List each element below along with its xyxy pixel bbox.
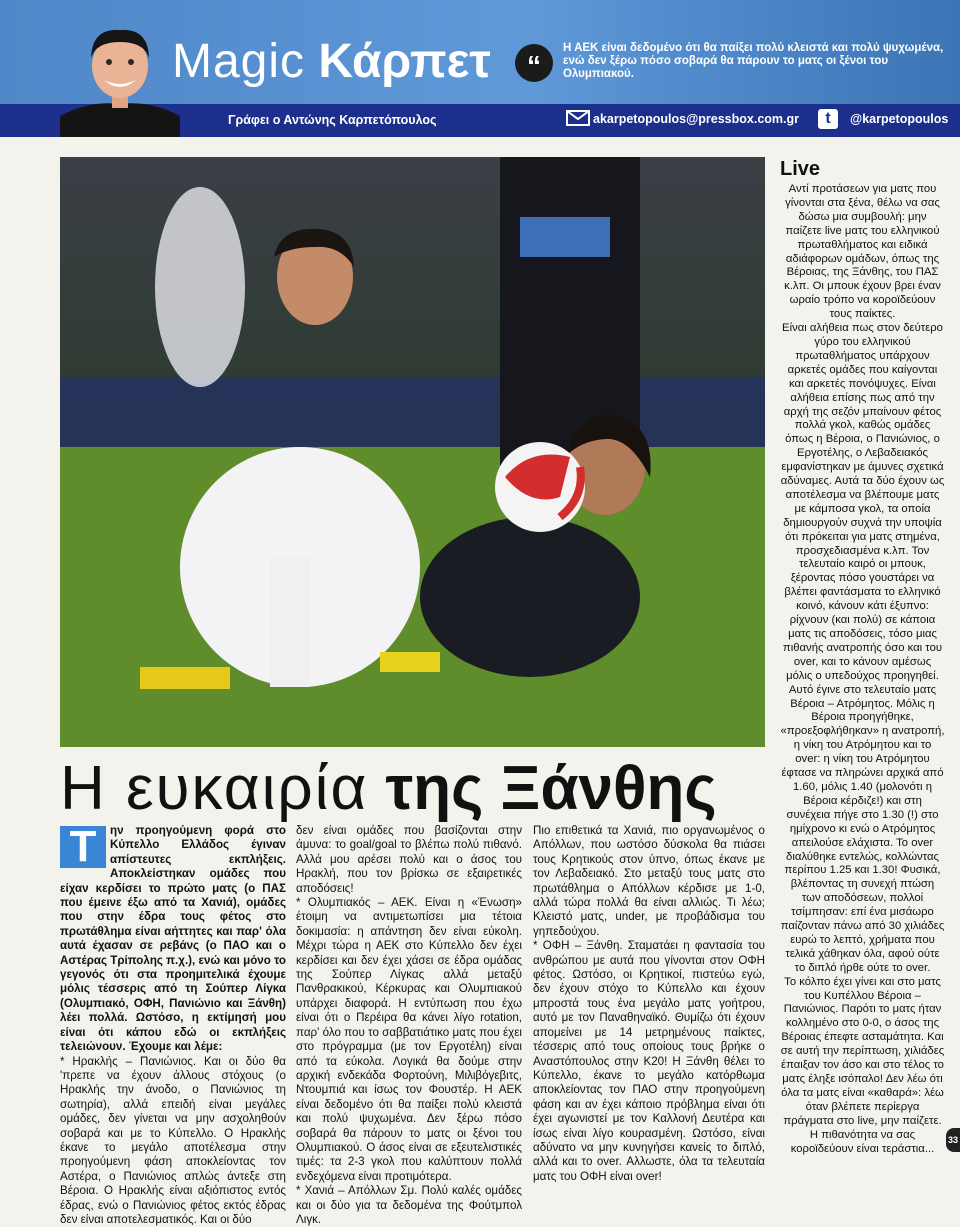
sidebar-text xyxy=(780,183,945,1163)
live-sidebar xyxy=(780,157,945,1165)
author-email[interactable]: akarpetopoulos@pressbox.com.gr xyxy=(593,112,799,126)
sidebar-title: Live xyxy=(780,157,945,181)
header-banner xyxy=(0,0,960,137)
article-text: Πιο επιθετικά τα Χανιά, πιο οργανωμένος ο Απόλλων, που ωστόσο δύσκολα θα πιάσει τους Κρητικούς στον ύπνο, όπως έκανε με τον Λεβαδειακό. Στο μεταξύ τους ματς στο πρωτάθλημα ο Απόλλων κέρδισε με 1-0, αλλά τώρα πολλά θα είναι αλλιώς. Τι λέω; Κλειστό ματς, under, με προβάδισμα του γηπεδούχου. * ΟΦΗ – Ξάνθη. Σταματάει η φαντασία του ανθρώπου με αυτά που γίνονται στον ΟΦΗ φέτος. Ωστόσο, οι Κρητικοί, πιστεύω εγώ, δεν έχουν στόχο το Κύπελλο και έχουν μπροστά τους ένα μεγάλο ματς γοήτρου, αυτό με τον Παναθηναϊκό. Θυμίζω ότι έχουν απομείνει με 14 μετρημένους παίκτες, τέσσερις από τους οποίους τους βρήκε ο Αναστόπουλος στην Κ20! Η Ξάνθη θέλει το Κύπελλο, έκανε το μεγάλο κατόρθωμα αποκλείοντας τον ΠΑΟ στην προηγούμενη φάση και αν έχει κάποιο πρόβλημα είναι ότι έχει αγωνιστεί με τον Καλλονή Δευτέρα και ίσως είναι λίγο κουρασμένη. Ωστόσο, είναι αδύνατο να μην κυνηγήσει κανείς το διπλό, αλλά και το over. Αλλωστε, όλα τα τελευταία ματς του ΟΦΗ είναι over! xyxy=(533,824,765,1184)
email-icon xyxy=(566,110,590,126)
pull-quote: Η ΑΕΚ είναι δεδομένο ότι θα παίξει πολύ κλειστά και πολύ ψυχωμένα, ενώ δεν ξέρω πόσο σοβαρά θα πάρουν το ματς οι ξένοι του Ολυμπιακού. xyxy=(563,42,953,81)
article-text: * Ηρακλής – Πανιώνιος. Και οι δύο θα 'πρεπε να έχουν άλλους στόχους (ο Ηρακλής την άνοδο, ο Πανιώνιος τη σωτηρία), αλλά επειδή είναι μεγάλες ομάδες, δεν γίνεται να μην ασχοληθούν σοβαρά και με το Κύπελλο. Ο Ηρακλής έκανε το μεγάλο αποτέλεσμα στην προηγούμενη φάση αποκλείοντας τον Αστέρα, ο Πανιώνιος απλώς άντεξε στη Βέροια. Ο Ηρακλής είναι αξιόπιστος εντός έδρας, ενώ ο Πανιώνιος φέτος εκτός έδρας δεν είναι αποτελεσματικός. Και οι δύο xyxy=(60,1055,286,1227)
article-column-2 xyxy=(296,824,522,1169)
author-twitter[interactable]: @karpetopoulos xyxy=(850,112,948,126)
column-logo: Magic Κάρπετ xyxy=(172,38,491,86)
sidebar-paragraph: Αντί προτάσεων για ματς που γίνονται στα ξένα, θέλω να σας δώσω μια συμβουλή: μην παίζετε live ματς του ελληνικού πρωταθλήματος και ειδικά αδιάφορων ομάδων, όπως της Βέροιας, της Ξάνθης, του ΠΑΣ κ.λπ. Οι μπουκ έχουν βρει έναν ωραίο τρόπο να κοροϊδεύουν τους παίκτες. Είναι αλήθεια πως στον δεύτερο γύρο του ελληνικού πρωταθλήματος υπάρχουν αρκετές ομάδες που καίγονται και αρκετές πονόψυχες. Είναι αλήθεια επίσης πως από την αρχή της σεζόν μπαίνουν φέτος πολλά γκολ, καθώς ομάδες όπως η Βέροια, ο Πανιώνιος, ο Εργοτέλης, ο Λεβαδειακός εμφανίστηκαν με άμυνες σχετικά αδύναμες. Αυτά τα δύο έχουν ως αποτέλεσμα να βλέπουμε ματς με κάμποσα γκολ, τα οποία δημιουργούν συχνά την υποψία ότι πρόκειται για ματς στημένα, προσχεδιασμένα κ.λπ. Τον τελευταίο καιρό οι μπουκ, ξέροντας πόσο γουστάρει να βλέπει φαντάσματα το ελληνικό κοινό, κάνουν κάτι έξυπνο: ρίχνουν (και πολύ) σε κάποια ματς τις αποδόσεις, τόσο μιας πιθανής ανατροπής όσο και του over, και το κάνουν αμέσως μόλις ο υπεδούχος προηγηθεί. Αυτό έγινε στο τελευταίο ματς Βέροια – Ατρόμητος. Μόλις η Βέροια προηγήθηκε, «προεξοφλήθηκαν» η ανατροπή, η νίκη του Ατρόμητου και το over: η νίκη του Ατρόμητου έφτασε να πληρώνει αρχικά από 1.60, μόλις 1.40 (μολονότι η Βέροια κέρδιζε!) και στη συνέχεια πήγε στο 1.30 (!) στο ημίχρονο κι ενώ ο Ατρόμητος απειλούσε ελάχιστα. Το over διαλύθηκε εντελώς, κολλώντας περίπου 1.25 και 1.30! Φυσικά, βλέποντας τη συνεχή πτώση των αποδόσεων, πολλοί τσίμπησαν: επί ένα μισάωρο παίζονταν πάνω από 30 χιλιάδες ευρώ το λεπτό, χρήματα που τελικά χάθηκαν όλα, αφού ούτε το διπλό ήρθε ούτε το over. Το κόλπο έχει γίνει και στο ματς του Κυπέλλου Βέροια – Πανιώνιος. Παρότι το ματς ήταν κολλημένο στο 0-0, ο άσος της Βέροιας έπεφτε ασταμάτητα. Και σε αυτή την περίπτωση, χιλιάδες έπαιξαν τον άσο και στο τέλος το ματς έληξε ισόπαλο! Δεν λέω ότι όλα τα ματς είναι «καθαρά»: λέω όταν βλέπετε περίεργα πράγματα στο live, μην παίζετε. Η πιθανότητα να σας κοροϊδεύουν είναι τεράστια... xyxy=(780,183,945,1156)
article-headline: Η ευκαιρία της Ξάνθης xyxy=(60,756,765,822)
article-column-1 xyxy=(60,824,286,1169)
page-number: 33 xyxy=(946,1128,960,1152)
twitter-icon: t xyxy=(818,109,838,129)
author-avatar xyxy=(60,18,180,137)
author-byline: Γράφει ο Αντώνης Καρπετόπουλος xyxy=(228,113,437,127)
quote-icon: “ xyxy=(515,44,553,82)
football-match-photo xyxy=(60,157,765,747)
article-column-3 xyxy=(533,824,765,1169)
article-intro: ην προηγούμενη φορά στο Κύπελλο Ελλάδος έγιναν απίστευτες εκπλήξεις. Αποκλείστηκαν ομάδες που είχαν κερδίσει το πρώτο ματς (ο ΠΑΣ που έμεινε έξω από τα Χανιά), ομάδες που στην έδρα τους φέτος στο πρωτάθλημα είναι αήττητες και παρ' όλα αυτά έχασαν σε ρεβάνς (ο ΠΑΟ και ο Αστέρας Τρίπολης π.χ.), ενώ και μόνο το γεγονός ότι στα προημιτελικά έχουμε μόλις τέσσερις από τη Σούπερ Λίγκα (Ολυμπιακό, ΟΦΗ, Πανιώνιο και Ξάνθη) λέει πολλά. Ωστόσο, η εκτίμησή μου είναι ότι κάπου εδώ οι εκπλήξεις τελειώνουν. Έχουμε και λέμε: xyxy=(60,824,286,1055)
article-text: δεν είναι ομάδες που βασίζονται στην άμυνα: το goal/goal το βλέπω πολύ πιθανό. Αλλά μου αρέσει πολύ και ο άσος του Ηρακλή, που τον βρίσκω σε εξαιρετικές αποδόσεις! * Ολυμπιακός – ΑΕΚ. Είναι η «Ένωση» έτοιμη να αντιμετωπίσει μια τέτοια δοκιμασία: η απάντηση δεν είναι εύκολη. Μέχρι τώρα η ΑΕΚ στο Κύπελλο δεν έχει κερδίσει και δεν έχει χάσει σε έδρα ομάδας της Σούπερ Λίγκας αλλά μεταξύ Πανθρακικού, Κέρκυρας και Ολυμπιακού υπάρχει διαφορά. Η εντύπωση που έχω είναι ότι ο Περέιρα θα κάνει λίγο rotation, παρ' όλο που το σαββατιάτικο ματς που έχει στο πρόγραμμα (με τον Εργοτέλη) είναι από τα εύκολα. Λογικά θα δούμε στην αρχική ενδεκάδα Φορτούνη, Μιλιβόγεβιτς, Ντουμπιά και ίσως τον Φουστέρ. Η ΑΕΚ είναι δεδομένο ότι θα παίξει πολύ κλειστά και πολύ ψυχωμένα. Δεν ξέρω πόσο σοβαρά θα πάρουν το ματς οι ξένοι του Ολυμπιακού. Ο άσος είναι σε εξευτελιστικές τιμές: τα 2-3 γκολ που καλύπτουν πολλά ενδεχόμενα είναι προτιμότερα. * Χανιά – Απόλλων Σμ. Πολύ καλές ομάδες και οι δύο για τα δεδομένα της Φούτμπολ Λιγκ. xyxy=(296,824,522,1227)
drop-cap: Τ xyxy=(60,826,106,868)
